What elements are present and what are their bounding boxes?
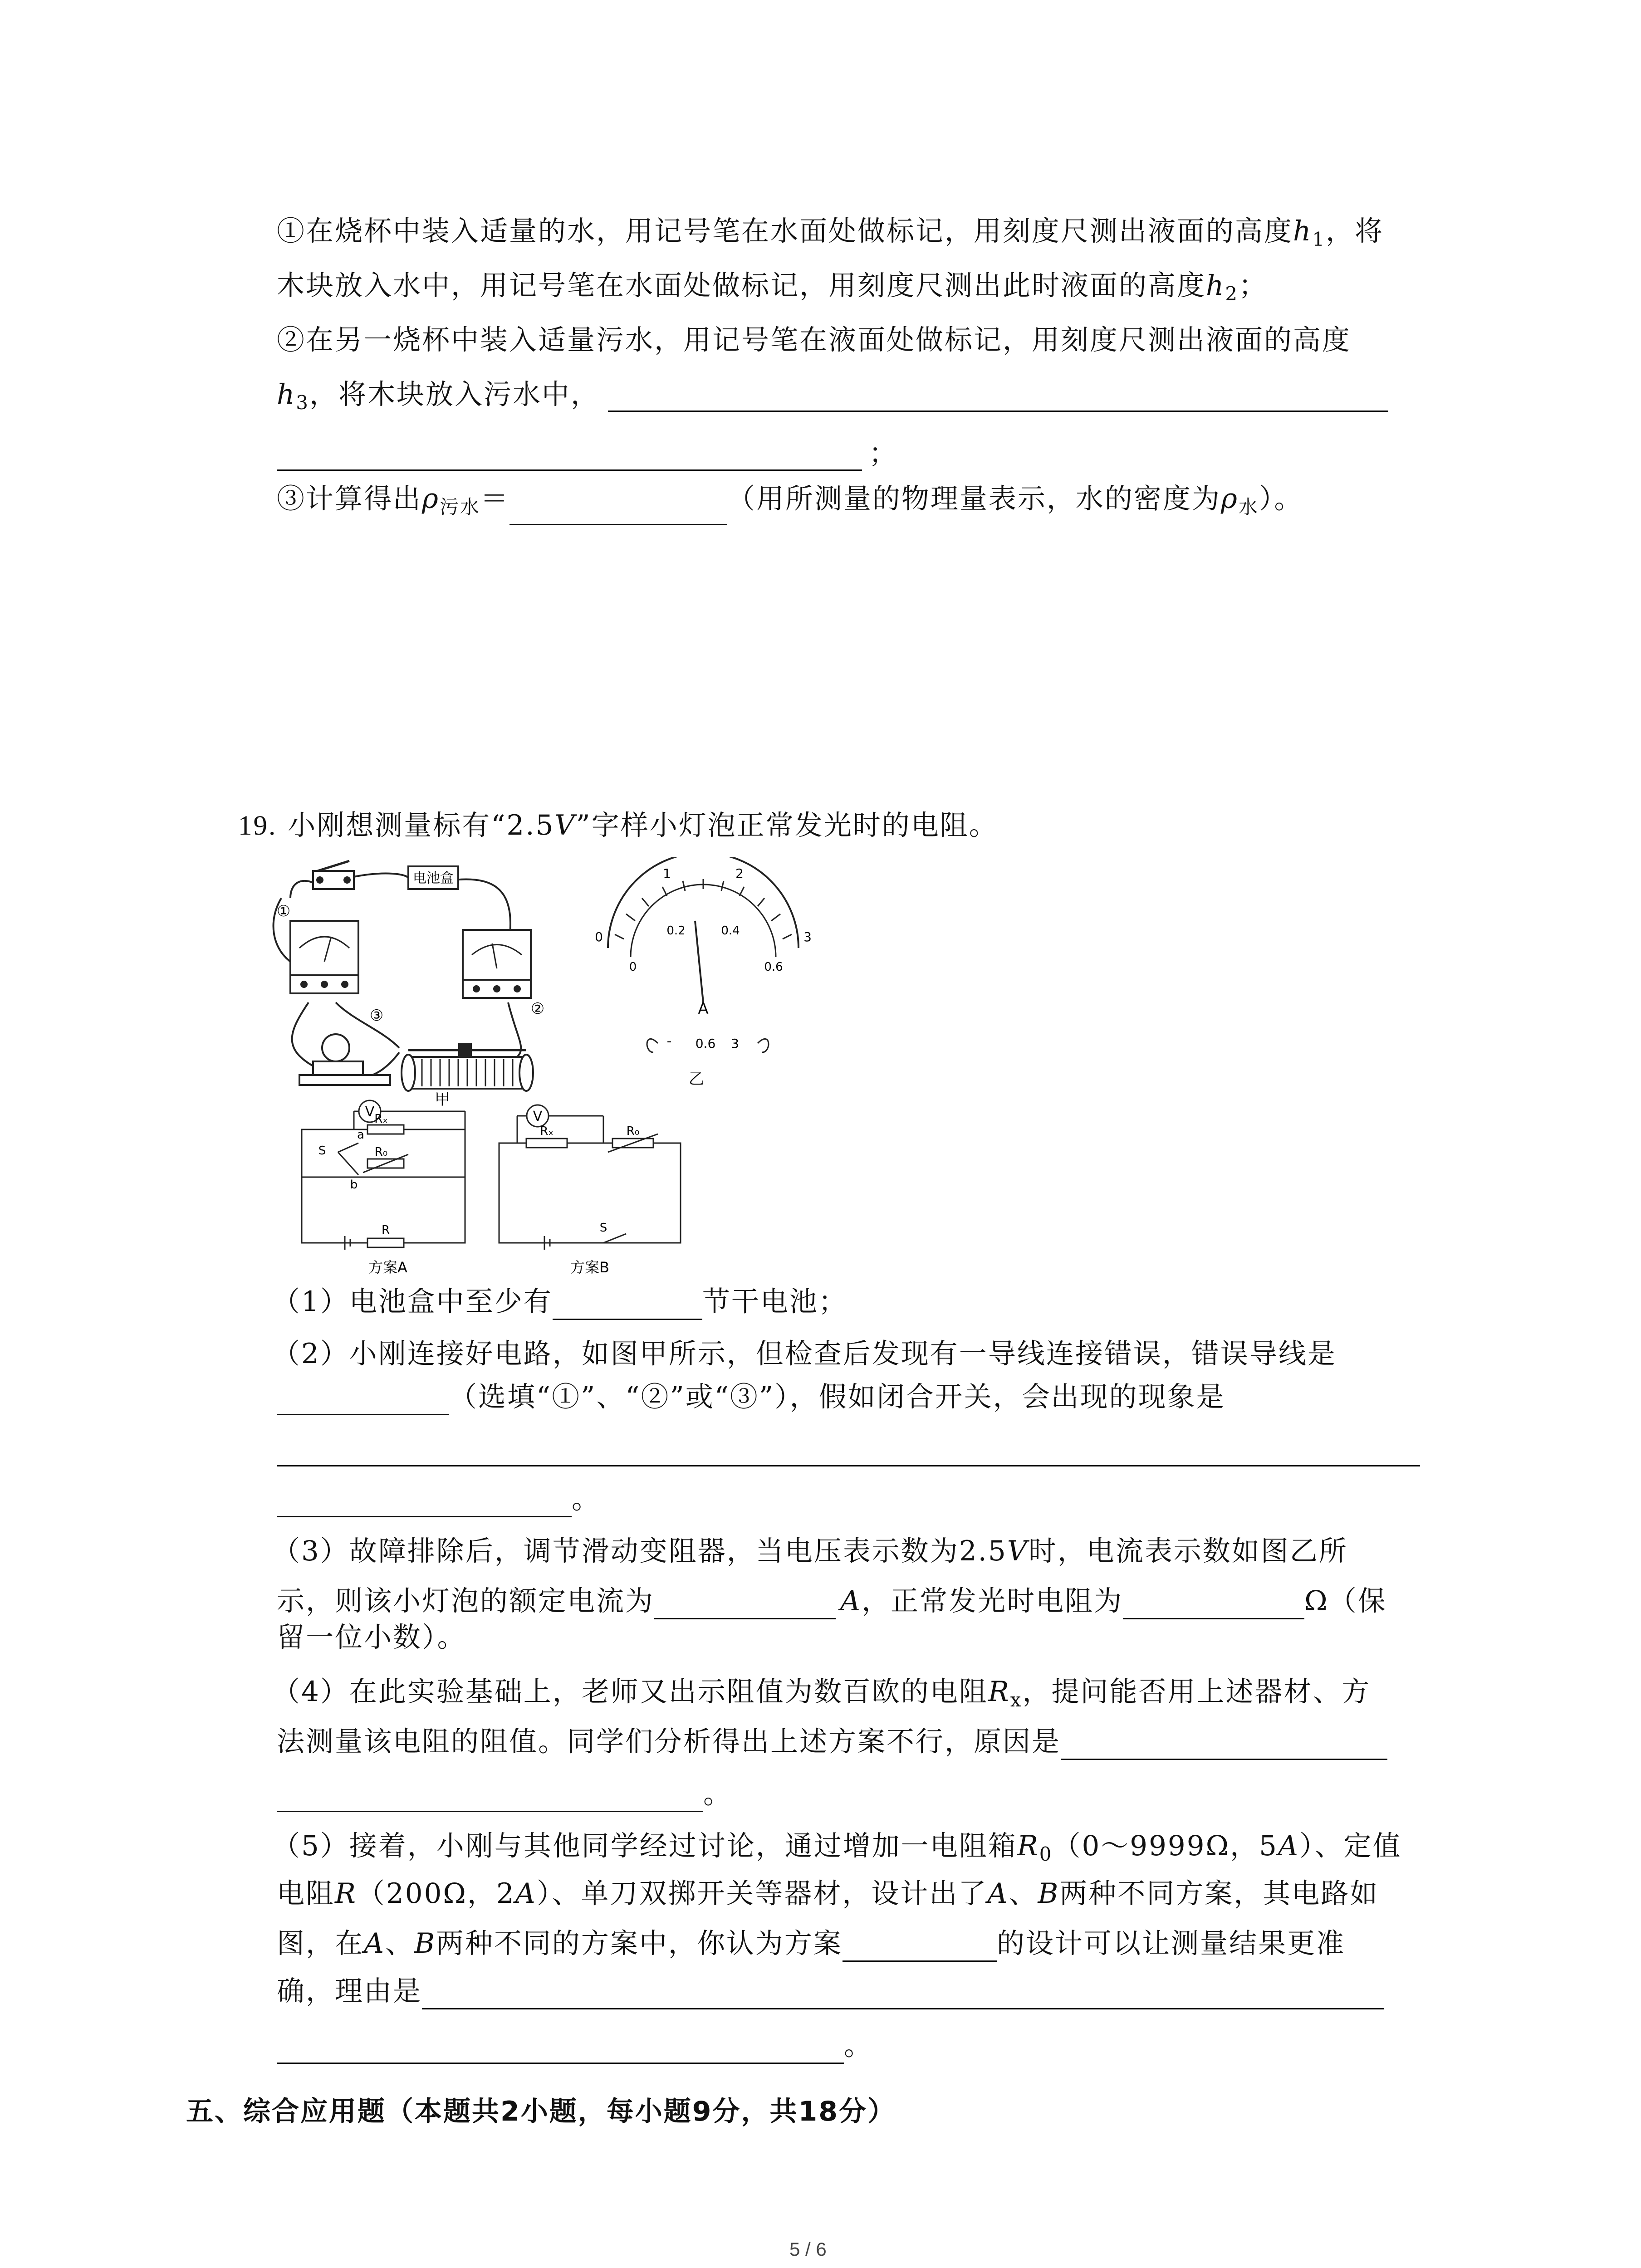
q19-p2-text: （2）小刚连接好电路，如图甲所示，但检查后发现有一导线连接错误，错误导线是 [272, 1338, 1337, 1370]
answer-blank-q19-p5-reason-b[interactable] [277, 2034, 844, 2064]
q19-p5-text: （5）接着，小刚与其他同学经过讨论，通过增加一电阻箱 [272, 1830, 1017, 1862]
q19-p5-text-k: 两种不同的方案中，你认为方案 [436, 1927, 843, 1960]
circuit-b-rx: Rₓ [540, 1124, 554, 1138]
dial-inner-tick-0: 0 [629, 960, 637, 974]
q19-stem-text-b: ”字样小灯泡正常发光时的电阻。 [576, 809, 998, 841]
q19-p3-text-e: Ω（保 [1304, 1585, 1387, 1617]
scheme-a-ref: A [987, 1877, 1009, 1910]
circuit-a-caption: 方案A [368, 1259, 407, 1276]
q19-p5-text-j: 、 [385, 1927, 415, 1960]
q18-step1-text: ①在烧杯中装入适量的水，用记号笔在水面处做标记，用刻度尺测出液面的高度 [277, 215, 1293, 247]
q19-p4-line1 [272, 1674, 1371, 1718]
dial-outer-tick-2: 2 [735, 866, 744, 881]
var-h1: h [1293, 215, 1313, 247]
q19-p4-text-c: 法测量该电阻的阻值。同学们分析得出上述方案不行，原因是 [277, 1725, 1061, 1758]
var-h2-sub: 2 [1225, 283, 1239, 305]
dial-outer-tick-3: 3 [803, 929, 812, 944]
answer-blank-q18-step2-b[interactable] [277, 469, 862, 471]
unit-v: V [554, 809, 576, 841]
q19-p3-text: （3）故障排除后，调节滑动变阻器，当电压表示数为2.5 [272, 1535, 1007, 1567]
answer-blank-q19-p2-c[interactable] [277, 1488, 572, 1517]
q19-p2-end: 。 [572, 1483, 601, 1515]
q19-p5-line5 [277, 2028, 873, 2064]
scheme-a-ref-2: A [364, 1927, 386, 1960]
page-number: 5 / 6 [789, 2239, 827, 2260]
q19-p3-text-c: 示，则该小灯泡的额定电流为 [277, 1585, 655, 1617]
scheme-b-ref: B [1038, 1877, 1060, 1910]
wire-marker-2: ② [530, 1000, 545, 1018]
unit-a: A [840, 1585, 862, 1617]
answer-blank-q19-p1[interactable] [553, 1290, 702, 1320]
q19-p5-text-g: 、 [1009, 1877, 1038, 1910]
q19-p5-text-h: 两种不同方案，其电路如 [1059, 1877, 1379, 1910]
answer-blank-q18-step2-a[interactable] [608, 411, 1388, 412]
dial-inner-tick-1: 0.2 [666, 924, 686, 938]
q19-p3-line2 [277, 1583, 1387, 1619]
q19-stem-text: 小刚想测量标有“2.5 [288, 809, 555, 841]
q19-p2-line2 [277, 1379, 1225, 1415]
ammeter-needle [695, 921, 703, 1002]
q19-number: 19. [238, 811, 277, 841]
var-rho-water-sub: 水 [1238, 496, 1259, 518]
q19-p2-line4 [277, 1481, 601, 1517]
var-rho-water: ρ [1220, 483, 1239, 515]
answer-blank-q19-p2-a[interactable] [277, 1386, 449, 1415]
dial-outer-tick-0: 0 [595, 929, 603, 944]
q19-p3-text-d: ，正常发光时电阻为 [862, 1585, 1123, 1617]
circuit-b-r0: R₀ [626, 1124, 640, 1138]
var-rx: R [988, 1676, 1010, 1708]
ammeter-terminal-neg: - [666, 1033, 672, 1049]
q19-p5-text-c: ）、定值 [1299, 1830, 1402, 1862]
q19-p5-text-e: （200Ω，2 [357, 1877, 515, 1910]
q18-step1-text-2: 木块放入水中，用记号笔在水面处做标记，用刻度尺测出此时液面的高度 [277, 269, 1206, 302]
q19-p5-end: 。 [844, 2029, 873, 2062]
dial-inner-tick-2: 0.4 [721, 924, 740, 938]
var-r0-sub: 0 [1039, 1843, 1053, 1865]
var-h1-sub: 1 [1312, 228, 1326, 250]
var-h2: h [1206, 269, 1225, 302]
q18-step2-line1 [277, 322, 1351, 358]
wire-marker-3: ③ [369, 1007, 384, 1025]
q19-p5-line2 [277, 1876, 1379, 1912]
q19-p2-line1 [272, 1336, 1337, 1372]
q18-step2-text: ②在另一烧杯中装入适量污水，用记号笔在液面处做标记，用刻度尺测出液面的高度 [277, 324, 1352, 356]
q18-step2-semicolon: ； [869, 437, 898, 469]
q19-stem [238, 807, 998, 844]
q19-p3-line1 [272, 1533, 1348, 1569]
q19-p5-text-l: 的设计可以让测量结果更准 [996, 1927, 1345, 1960]
unit-v-2: V [1007, 1535, 1029, 1567]
circuit-a-b: b [350, 1178, 358, 1192]
q19-p3-text-f: 留一位小数）。 [277, 1621, 466, 1653]
q19-p3-text-b: 时，电流表示数如图乙所 [1028, 1535, 1348, 1567]
q18-step3-text: ③计算得出 [277, 483, 422, 515]
circuit-b-caption: 方案B [570, 1259, 609, 1276]
answer-blank-q19-p3-current[interactable] [654, 1590, 836, 1619]
sliding-rheostat [402, 1043, 533, 1091]
q18-step3-text-c: ）。 [1259, 483, 1303, 515]
answer-blank-q19-p3-resistance[interactable] [1123, 1590, 1304, 1619]
unit-a-3: A [515, 1877, 537, 1910]
section-5-heading: 五、综合应用题（本题共2小题，每小题9分，共18分） [186, 2096, 896, 2127]
q18-step3-text-b: （用所测量的物理量表示，水的密度为 [727, 483, 1221, 515]
q18-step1-line2 [277, 268, 1268, 312]
ammeter-terminal-06: 0.6 [695, 1036, 716, 1051]
q18-step2-end [869, 435, 898, 472]
q19-p5-text-i: 图，在 [277, 1927, 364, 1960]
figure-caption-yi: 乙 [689, 1070, 704, 1088]
circuit-a-rx: Rₓ [374, 1112, 388, 1126]
q19-p4-line3 [277, 1776, 732, 1812]
circuit-a-s: S [318, 1144, 326, 1158]
q19-p1 [272, 1284, 847, 1320]
unit-a-2: A [1278, 1830, 1299, 1862]
q19-p3-line3 [277, 1619, 466, 1656]
q19-p4-end: 。 [703, 1778, 733, 1810]
q19-p1-text: （1）电池盒中至少有 [272, 1286, 553, 1318]
var-rx-sub: x [1010, 1689, 1023, 1711]
scheme-b-ref-2: B [414, 1927, 436, 1960]
figure-apparatus [263, 857, 853, 1111]
dial-inner-tick-3: 0.6 [764, 960, 783, 974]
circuit-b-v: V [533, 1109, 543, 1124]
figure-caption-jia: 甲 [435, 1090, 450, 1109]
q19-p5-text-d: 电阻 [277, 1877, 335, 1910]
answer-blank-q19-p2-b[interactable] [277, 1465, 1420, 1466]
q18-step2-text-2: ，将木块放入污水中， [309, 378, 600, 411]
q19-p2-text-b: （选填“①”、“②”或“③”），假如闭合开关，会出现的现象是 [449, 1381, 1225, 1413]
circuit-a-r: R [381, 1223, 390, 1237]
q18-step1-line1 [277, 213, 1384, 258]
battery-box-label: 电池盒 [413, 870, 454, 886]
light-bulb [299, 1034, 390, 1085]
q18-step1-text-b: ，将 [1326, 215, 1384, 247]
circuit-b [499, 1116, 681, 1250]
q19-p5-line4 [277, 1973, 1384, 2009]
answer-blank-q19-p4-a[interactable] [1061, 1730, 1387, 1760]
circuit-a-a: a [357, 1128, 364, 1142]
q19-p4-text: （4）在此实验基础上，老师又出示阻值为数百欧的电阻 [272, 1676, 988, 1708]
q18-step1-end: ； [1239, 269, 1268, 302]
q19-p5-text-f: ）、单刀双掷开关等器材，设计出了 [536, 1877, 988, 1910]
q19-p5-text-b: （0～9999Ω，5 [1053, 1830, 1278, 1862]
ammeter-unit: A [698, 1000, 709, 1018]
answer-blank-q19-p4-b[interactable] [277, 1783, 703, 1812]
answer-blank-q19-p5-scheme[interactable] [843, 1932, 997, 1962]
voltmeter-apparatus [290, 921, 358, 993]
var-r: R [335, 1877, 357, 1910]
q18-step3 [277, 481, 1303, 525]
ammeter-apparatus [463, 930, 531, 998]
answer-blank-q18-step3[interactable] [509, 496, 727, 525]
circuit-a-r0: R₀ [374, 1145, 388, 1159]
figure-circuits [290, 1098, 699, 1279]
q19-p5-line3 [277, 1926, 1345, 1962]
answer-blank-q19-p5-reason-a[interactable] [422, 1980, 1384, 2009]
ammeter-terminal-3: 3 [731, 1036, 739, 1051]
dial-outer-tick-1: 1 [663, 866, 671, 881]
q19-p1-text-b: 节干电池； [702, 1286, 847, 1318]
q19-p5-text-m: 确，理由是 [277, 1975, 422, 2007]
circuit-b-s: S [599, 1221, 607, 1235]
q18-step2-line2 [277, 376, 600, 421]
var-rho-sub: 污水 [439, 496, 480, 518]
q18-step3-eq: ＝ [480, 483, 509, 515]
ammeter-dial [595, 857, 812, 1088]
q19-p4-line2 [277, 1724, 1387, 1760]
circuit-a-v: V [365, 1104, 375, 1120]
var-h3-sub: 3 [296, 391, 310, 414]
var-r0: R [1017, 1830, 1039, 1862]
q19-p4-text-b: ，提问能否用上述器材、方 [1022, 1676, 1371, 1708]
wire-marker-1: ① [276, 902, 291, 920]
q19-p5-line1 [272, 1828, 1402, 1872]
var-h3: h [277, 378, 296, 411]
var-rho: ρ [422, 483, 440, 515]
